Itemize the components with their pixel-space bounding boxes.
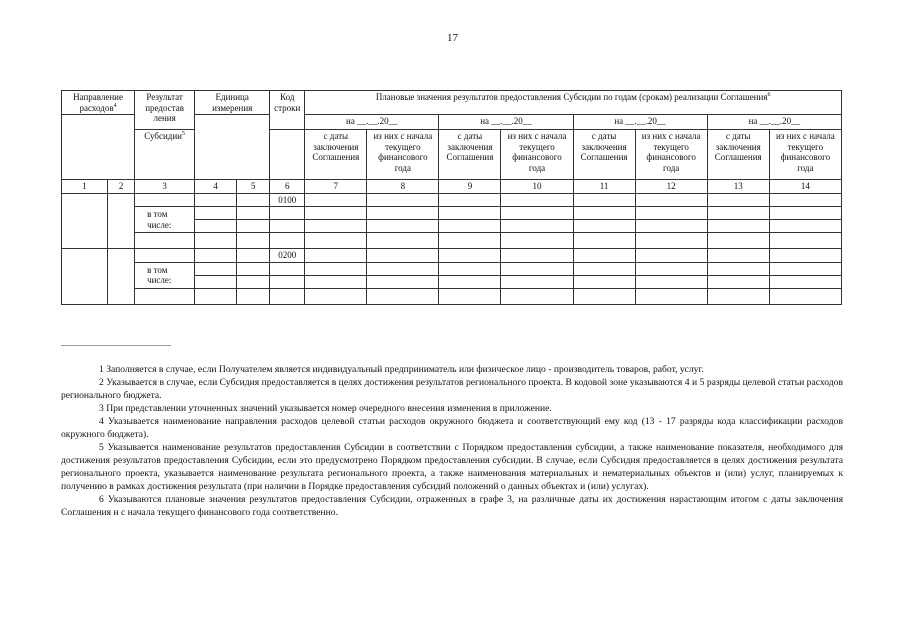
header-row-1 [62,91,842,115]
column-number: 6 [270,180,305,194]
footnote-5: 5 Указывается наименование результатов предоставления Субсидии в соответствии с Порядком предоставления субсидии, а также наименование показателя, необходимого для достижения результатов предоставления Субсидии, если это предусмотрено Порядком предоставления субсидии. В случае, если Субсидия предоставляется в целях достижения результата регионального проекта, указывается наименование результата регионального проекта, а также наименования материальных и нематериальных объектов и (или) услуг, планируемых к получению в рамках достижения результата (при наличии в Порядке предоставления субсидий положений о данных объектах и (или) услугах). [61,442,843,492]
header-period-4: на __.__.20__ [707,115,841,130]
page-number: 17 [447,32,458,44]
header-since-4: с даты заключения Соглашения [707,130,769,180]
column-number: 11 [573,180,635,194]
header-direction: Направление расходов$^4$ [62,91,135,115]
header-row-3 [62,130,842,180]
footnote-3: 3 При представлении уточненных значений указывается номер очередного внесения изменения в приложение. [99,403,552,414]
table-row [62,288,842,304]
table-row [62,262,842,275]
column-number: 13 [707,180,769,194]
header-unit-sub-empty [195,115,270,180]
results-table [61,90,842,305]
header-unit: Единица измерения [195,91,270,115]
column-number: 8 [367,180,439,194]
header-planned: Плановые значения результатов предоставления Субсидии по годам (срокам) реализации Соглашения$^6$ [305,91,842,115]
header-result: Результат предостав ления [135,91,195,130]
column-number: 1 [62,180,108,194]
header-direction-sub-empty [62,115,135,180]
column-number: 5 [237,180,270,194]
header-since-1: с даты заключения Соглашения [305,130,367,180]
column-number: 2 [108,180,135,194]
header-fy-1: из них с начала текущего финансового года [367,130,439,180]
column-number: 12 [635,180,707,194]
header-fy-4: из них с начала текущего финансового года [769,130,841,180]
table-row [62,233,842,249]
column-number: 3 [135,180,195,194]
header-period-3: на __.__.20__ [573,115,707,130]
footnote-6: 6 Указываются плановые значения результатов предоставления Субсидии, отраженных в графе 3, на различные даты их достижения нарастающим итогом с даты заключения Соглашения и с начала текущего финансового года соответственно. [61,494,843,518]
column-number: 7 [305,180,367,194]
row-code-0200: 0200 [270,249,305,263]
header-fy-2: из них с начала текущего финансового года [501,130,573,180]
header-period-1: на __.__.20__ [305,115,439,130]
row-code-0100: 0100 [270,193,305,207]
header-fy-3: из них с начала текущего финансового года [635,130,707,180]
table-row [62,249,842,263]
header-row-code-sub-empty [270,130,305,180]
header-since-3: с даты заключения Соглашения [573,130,635,180]
footnotes [61,363,843,519]
column-number: 14 [769,180,841,194]
column-numbers-row [62,180,842,194]
column-number: 10 [501,180,573,194]
footnote-separator [61,345,171,346]
including-label: в том числе: [135,262,195,288]
header-since-2: с даты заключения Соглашения [439,130,501,180]
header-result-subsidy: Субсидии$^5$ [135,130,195,180]
column-number: 9 [439,180,501,194]
footnote-2: 2 Указывается в случае, если Субсидия предоставляется в целях достижения результатов регионального проекта. В кодовой зоне указываются 4 и 5 разряды целевой статьи расходов регионального бюджета. [61,377,843,401]
header-row-code: Код строки [270,91,305,130]
footnote-4: 4 Указывается наименование направления расходов целевой статьи расходов окружного бюджета и соответствующий ему код (13 - 17 разряды кода классификации расходов окружного бюджета). [61,416,843,440]
table-row [62,207,842,220]
header-period-2: на __.__.20__ [439,115,573,130]
column-number: 4 [195,180,237,194]
table-row [62,193,842,207]
including-label: в том числе: [135,207,195,233]
footnote-1: 1 Заполняется в случае, если Получателем является индивидуальный предприниматель или физическое лицо - производитель товаров, работ, услуг. [99,364,704,375]
